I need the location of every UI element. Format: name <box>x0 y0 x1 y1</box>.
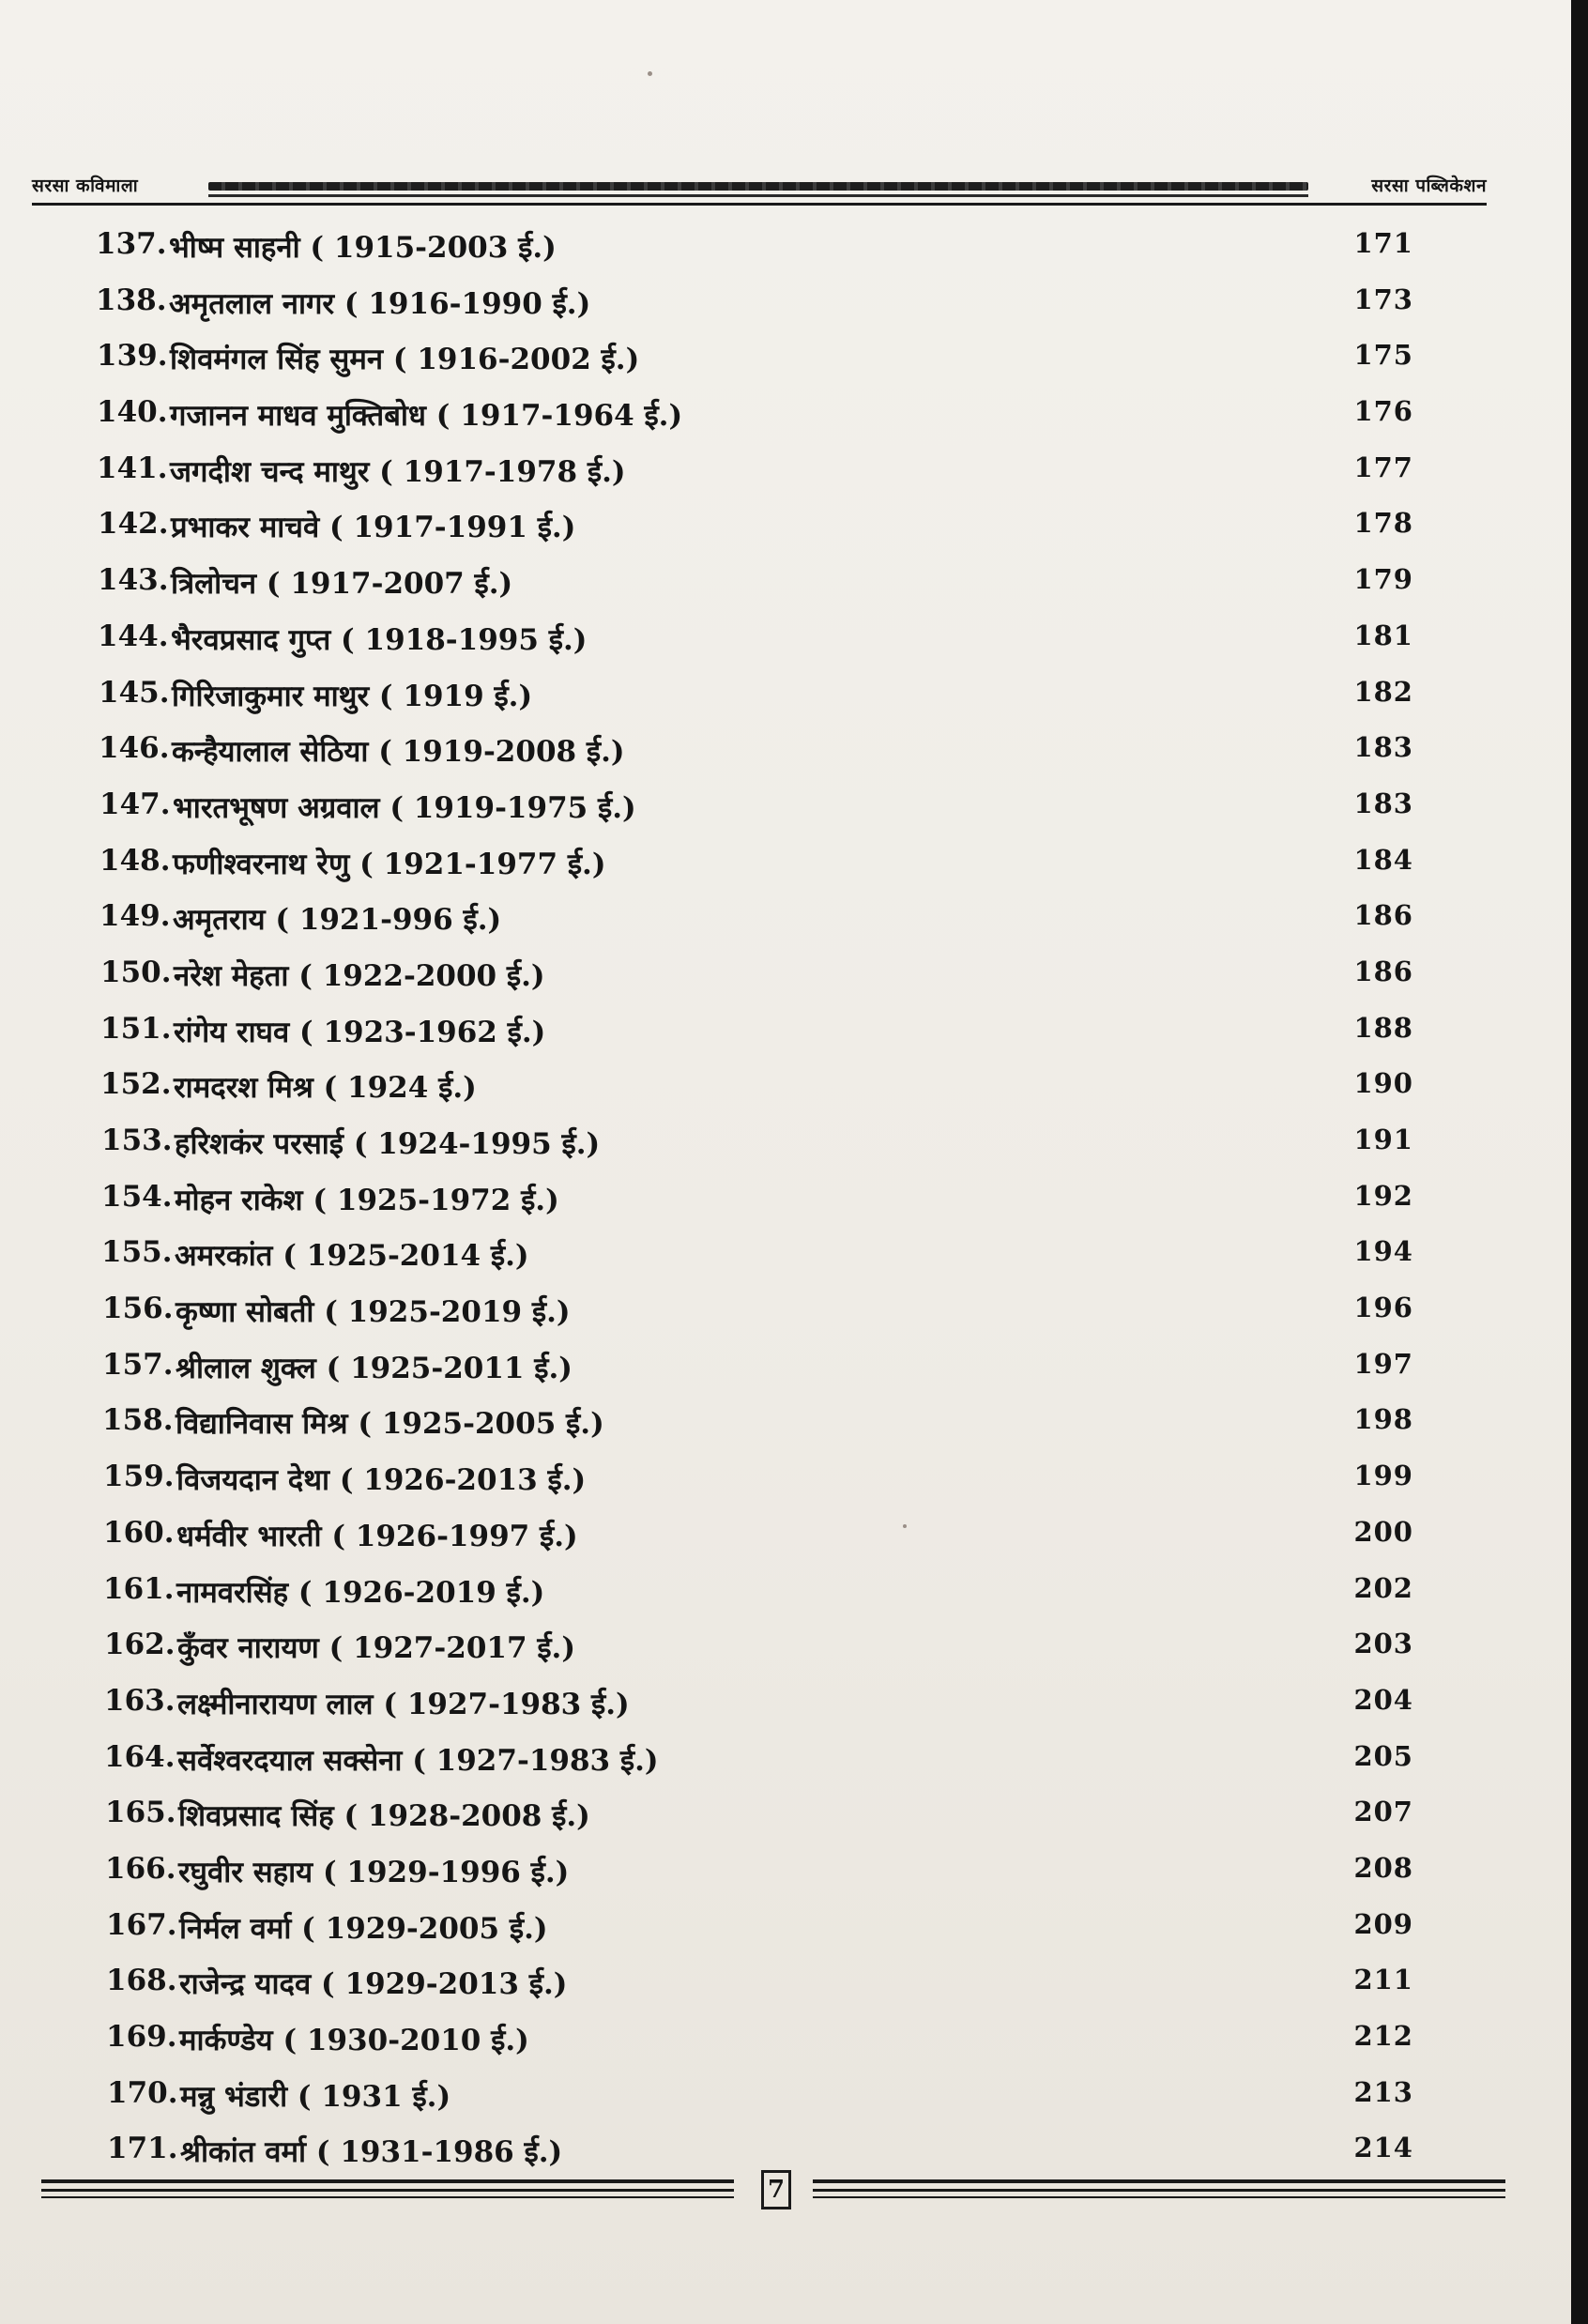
entry-page-number: 183 <box>1353 731 1413 764</box>
entry-title: जगदीश चन्द माथुर ( 1917-1978 ई.) <box>170 454 626 489</box>
entry-page-number: 192 <box>1353 1179 1413 1212</box>
page-number: 7 <box>761 2170 791 2209</box>
entry-page-number: 214 <box>1353 2132 1413 2164</box>
entry-page-number: 188 <box>1353 1011 1413 1044</box>
entry-title: नामवरसिंह ( 1926-2019 ई.) <box>176 1575 545 1610</box>
entry-page-number: 181 <box>1353 619 1413 651</box>
entry-title: कन्हैयालाल सेठिया ( 1919-2008 ई.) <box>172 735 625 770</box>
toc-entry <box>0 946 1588 1002</box>
entry-page-number: 178 <box>1353 507 1413 540</box>
entry-page-number: 211 <box>1353 1964 1413 1996</box>
footer-rule <box>41 2189 734 2192</box>
entry-number: 156. <box>102 1292 174 1326</box>
entry-number: 142. <box>98 507 169 542</box>
entry-page-number: 190 <box>1353 1067 1413 1100</box>
toc-entry <box>0 497 1588 554</box>
entry-title: हरिशकंर परसाई ( 1924-1995 ई.) <box>175 1127 601 1161</box>
entry-number: 144. <box>98 619 169 653</box>
entry-page-number: 205 <box>1353 1739 1413 1772</box>
toc-entry <box>0 2067 1588 2123</box>
entry-number: 152. <box>100 1067 172 1102</box>
entry-number: 160. <box>103 1515 175 1550</box>
entry-number: 143. <box>98 563 169 598</box>
toc-entry <box>0 666 1588 723</box>
entry-number: 157. <box>102 1347 174 1382</box>
entry-title: रामदरश मिश्र ( 1924 ई.) <box>174 1071 477 1106</box>
entry-number: 162. <box>104 1628 176 1662</box>
entry-page-number: 197 <box>1353 1347 1413 1380</box>
entry-title: श्रीकांत वर्मा ( 1931-1986 ई.) <box>180 2135 563 2170</box>
toc-entry <box>0 1226 1588 1282</box>
entry-number: 165. <box>105 1796 176 1830</box>
toc-entry <box>0 1282 1588 1338</box>
entry-number: 141. <box>97 451 168 485</box>
entry-page-number: 204 <box>1353 1683 1413 1716</box>
entry-page-number: 186 <box>1353 899 1413 932</box>
entry-title: रांगेय राघव ( 1923-1962 ई.) <box>174 1015 546 1049</box>
header-rule <box>208 182 1308 191</box>
toc-entry <box>0 1170 1588 1227</box>
entry-number: 149. <box>99 899 171 934</box>
toc-entry <box>0 554 1588 610</box>
entry-number: 140. <box>97 395 168 430</box>
entry-title: गिरिजाकुमार माथुर ( 1919 ई.) <box>172 679 533 713</box>
entry-number: 146. <box>99 731 170 766</box>
toc-entry <box>0 1786 1588 1842</box>
entry-page-number: 173 <box>1353 283 1413 315</box>
entry-page-number: 171 <box>1353 227 1413 259</box>
entry-number: 150. <box>100 955 172 989</box>
toc-entry <box>0 1338 1588 1395</box>
entry-title: नरेश मेहता ( 1922-2000 ई.) <box>174 958 545 993</box>
toc-entry <box>0 1114 1588 1170</box>
entry-number: 155. <box>101 1235 173 1270</box>
entry-title: रघुवीर सहाय ( 1929-1996 ई.) <box>178 1855 570 1889</box>
toc-entry <box>0 890 1588 946</box>
entry-number: 138. <box>96 283 167 317</box>
entry-page-number: 209 <box>1353 1907 1413 1940</box>
entry-number: 151. <box>100 1011 172 1046</box>
footer-rule <box>813 2189 1505 2192</box>
toc-entry <box>0 1674 1588 1731</box>
toc-entry <box>0 834 1588 891</box>
entry-title: शिवमंगल सिंह सुमन ( 1916-2002 ई.) <box>170 343 640 377</box>
entry-number: 147. <box>99 787 171 821</box>
entry-page-number: 207 <box>1353 1796 1413 1828</box>
toc-entry <box>0 1506 1588 1563</box>
toc-entry <box>0 1058 1588 1114</box>
entry-number: 168. <box>106 1964 177 1998</box>
toc-entry <box>0 2011 1588 2067</box>
entry-title: फणीश्वरनाथ रेणु ( 1921-1977 ई.) <box>173 847 606 881</box>
entry-page-number: 179 <box>1353 563 1413 596</box>
entry-title: कृष्णा सोबती ( 1925-2019 ई.) <box>176 1295 571 1330</box>
entry-number: 154. <box>101 1179 173 1214</box>
entry-page-number: 186 <box>1353 955 1413 987</box>
toc-entry <box>0 1731 1588 1787</box>
entry-title: त्रिलोचन ( 1917-2007 ई.) <box>171 567 513 602</box>
entry-number: 166. <box>105 1851 176 1886</box>
entry-title: सर्वेश्वरदयाल सक्सेना ( 1927-1983 ई.) <box>177 1743 659 1778</box>
entry-title: मन्नु भंडारी ( 1931 ई.) <box>180 2079 451 2114</box>
header-book-title: सरसा कविमाला <box>32 176 139 196</box>
footer-rule <box>41 2196 734 2198</box>
entry-title: प्रभाकर माचवे ( 1917-1991 ई.) <box>171 511 576 545</box>
entry-page-number: 177 <box>1353 451 1413 483</box>
running-header <box>32 169 1487 206</box>
footer-rule <box>813 2179 1505 2183</box>
entry-page-number: 200 <box>1353 1515 1413 1548</box>
entry-page-number: 175 <box>1353 339 1413 372</box>
toc-entry <box>0 218 1588 274</box>
toc-entry <box>0 1954 1588 2011</box>
entry-page-number: 202 <box>1353 1571 1413 1604</box>
toc-entry <box>0 274 1588 330</box>
entry-number: 167. <box>106 1907 177 1942</box>
entry-page-number: 183 <box>1353 787 1413 819</box>
entry-page-number: 191 <box>1353 1124 1413 1155</box>
toc-entry <box>0 722 1588 778</box>
toc-entry <box>0 1842 1588 1899</box>
entry-page-number: 184 <box>1353 843 1413 876</box>
entry-title: विद्यानिवास मिश्र ( 1925-2005 ई.) <box>176 1407 604 1442</box>
entry-page-number: 198 <box>1353 1403 1413 1436</box>
toc-entry <box>0 1450 1588 1506</box>
entry-title: भारतभूषण अग्रवाल ( 1919-1975 ई.) <box>173 790 636 825</box>
entry-number: 163. <box>104 1683 176 1718</box>
page-footer <box>41 2170 1505 2208</box>
entry-page-number: 182 <box>1353 675 1413 708</box>
entry-page-number: 212 <box>1353 2020 1413 2052</box>
entry-number: 145. <box>99 675 170 710</box>
toc-entry <box>0 386 1588 442</box>
footer-rule <box>41 2179 734 2183</box>
entry-number: 153. <box>101 1124 173 1157</box>
entry-title: भीष्म साहनी ( 1915-2003 ई.) <box>169 231 557 265</box>
toc-entry <box>0 1394 1588 1450</box>
footer-rule <box>813 2196 1505 2198</box>
entry-number: 169. <box>106 2020 177 2054</box>
entry-title: शिवप्रसाद सिंह ( 1928-2008 ई.) <box>178 1799 590 1834</box>
entry-title: लक्ष्मीनारायण लाल ( 1927-1983 ई.) <box>177 1687 630 1721</box>
entry-number: 137. <box>96 227 167 261</box>
entry-page-number: 194 <box>1353 1235 1413 1268</box>
entry-number: 159. <box>103 1460 175 1494</box>
paper-speck <box>648 71 652 76</box>
entry-title: श्रीलाल शुक्ल ( 1925-2011 ई.) <box>176 1351 573 1385</box>
entry-title: विजयदान देथा ( 1926-2013 ई.) <box>176 1463 587 1498</box>
entry-title: धर्मवीर भारती ( 1926-1997 ई.) <box>176 1519 578 1553</box>
toc-entry <box>0 329 1588 386</box>
entry-title: गजानन माधव मुक्तिबोध ( 1917-1964 ई.) <box>170 399 683 434</box>
entry-number: 164. <box>104 1739 176 1774</box>
entry-page-number: 208 <box>1353 1851 1413 1884</box>
toc-entry <box>0 442 1588 498</box>
entry-number: 171. <box>107 2132 178 2166</box>
header-publisher: सरसा पब्लिकेशन <box>1371 176 1487 196</box>
entry-number: 148. <box>99 843 171 878</box>
toc-entry <box>0 1618 1588 1674</box>
entry-page-number: 199 <box>1353 1460 1413 1492</box>
entry-page-number: 196 <box>1353 1292 1413 1324</box>
entry-number: 161. <box>103 1571 175 1606</box>
entry-number: 158. <box>102 1403 174 1438</box>
entry-number: 170. <box>107 2075 178 2110</box>
toc-entry <box>0 1899 1588 1955</box>
toc-entry <box>0 1002 1588 1059</box>
entry-title: अमरकांत ( 1925-2014 ई.) <box>175 1239 529 1274</box>
entry-number: 139. <box>97 339 168 374</box>
entry-title: मोहन राकेश ( 1925-1972 ई.) <box>175 1183 559 1217</box>
entry-title: मार्कण्डेय ( 1930-2010 ई.) <box>179 2024 529 2057</box>
entry-title: अमृतराय ( 1921-996 ई.) <box>173 903 502 938</box>
entry-title: भैरवप्रसाद गुप्त ( 1918-1995 ई.) <box>171 622 588 657</box>
toc-entry <box>0 1563 1588 1619</box>
header-underline <box>32 203 1487 206</box>
entry-page-number: 203 <box>1353 1628 1413 1660</box>
entry-title: कुँवर नारायण ( 1927-2017 ई.) <box>177 1631 576 1666</box>
table-of-contents <box>0 218 1588 2179</box>
entry-title: राजेन्द्र यादव ( 1929-2013 ई.) <box>179 1967 568 2002</box>
entry-title: अमृतलाल नागर ( 1916-1990 ई.) <box>169 286 591 321</box>
entry-page-number: 213 <box>1353 2075 1413 2108</box>
header-rule <box>208 194 1308 197</box>
entry-page-number: 176 <box>1353 395 1413 428</box>
entry-title: निर्मल वर्मा ( 1929-2005 ई.) <box>179 1911 548 1946</box>
toc-entry <box>0 610 1588 666</box>
toc-entry <box>0 778 1588 834</box>
